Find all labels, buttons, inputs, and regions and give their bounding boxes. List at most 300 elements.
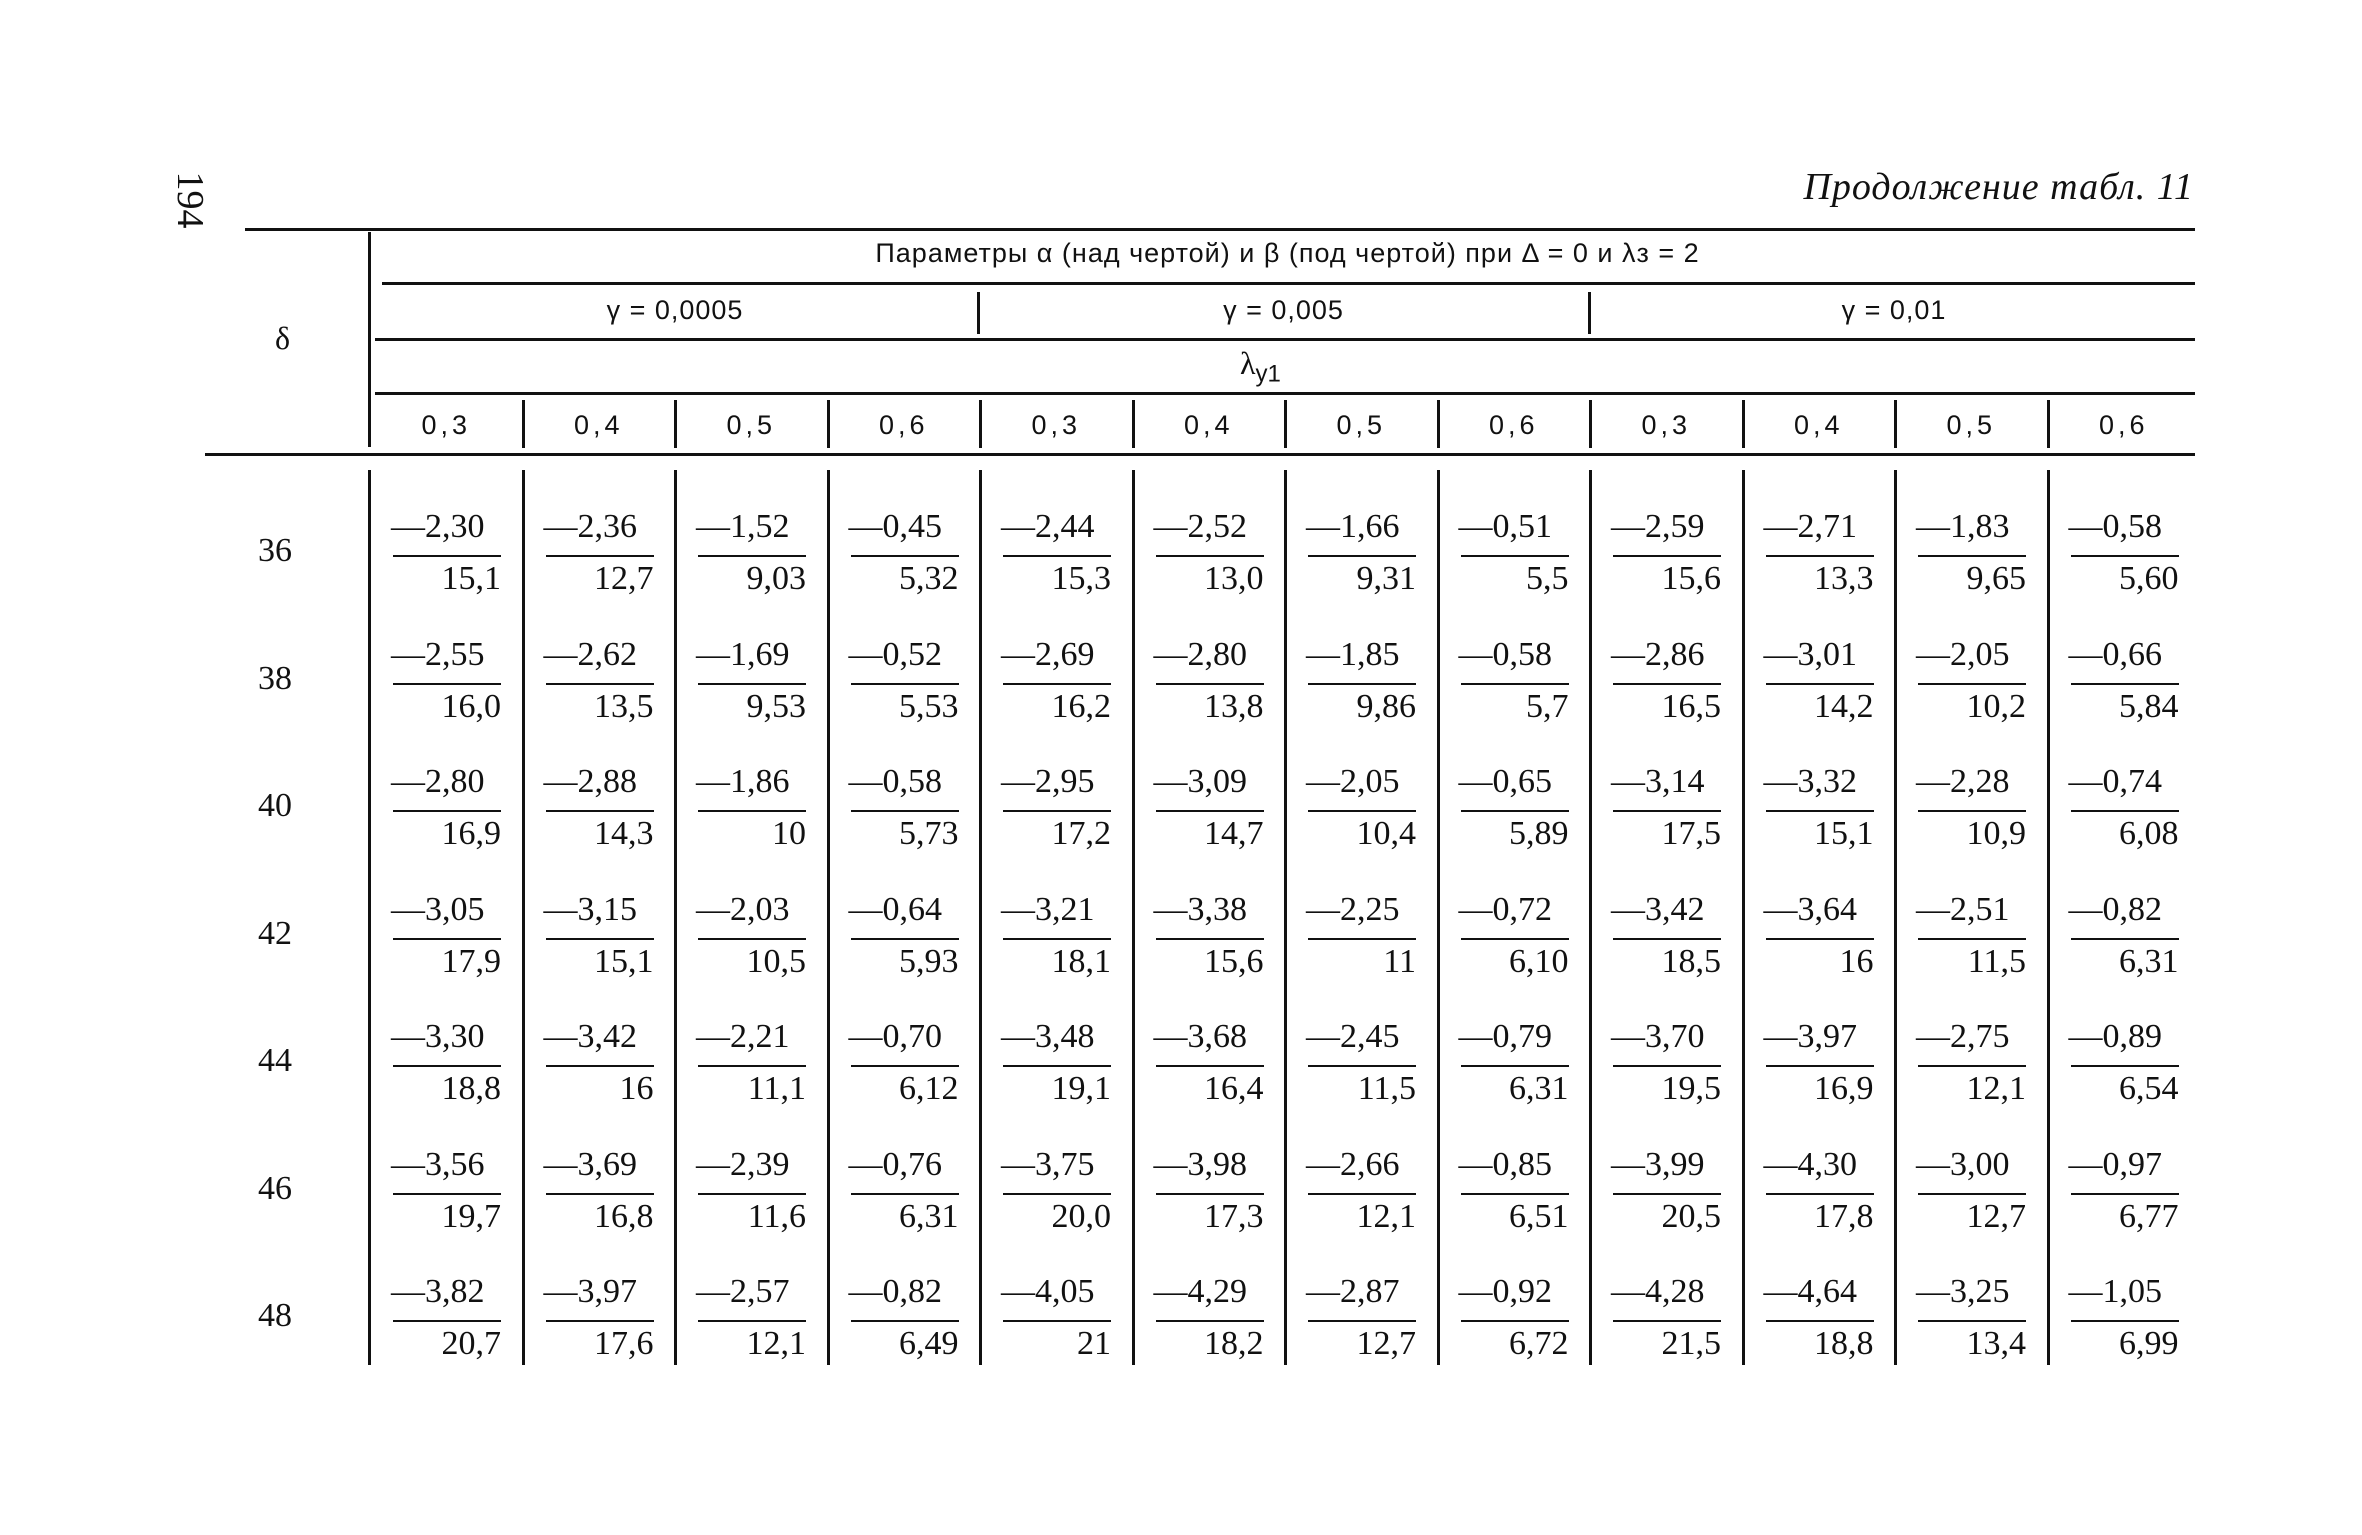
alpha-value: —1,83 (1916, 508, 2010, 545)
alpha-value: —2,59 (1611, 508, 1705, 545)
fraction-bar (851, 1065, 959, 1067)
beta-value: 15,6 (1204, 942, 1264, 980)
alpha-value: —1,66 (1306, 508, 1400, 545)
alpha-value: —2,69 (1001, 635, 1095, 673)
alpha-value: —0,79 (1458, 1018, 1552, 1055)
beta-value: 12,7 (1356, 1325, 1416, 1362)
fraction-bar (1308, 1065, 1416, 1067)
beta-value: 14,2 (1814, 687, 1874, 725)
fraction-bar (698, 810, 806, 812)
column-rule (827, 400, 830, 448)
alpha-value: —1,85 (1306, 635, 1400, 673)
fraction-bar (546, 1320, 654, 1322)
beta-value: 5,53 (899, 687, 959, 725)
row-label-delta: 40 (258, 787, 292, 824)
alpha-value: —2,25 (1306, 890, 1400, 928)
beta-value: 9,65 (1966, 560, 2026, 597)
alpha-value: —1,69 (696, 635, 790, 673)
fraction-cell (1134, 636, 1284, 736)
beta-value: 16,5 (1661, 687, 1721, 725)
beta-value: 6,12 (899, 1070, 959, 1107)
table-top-rule (245, 228, 2195, 231)
alpha-value: —0,58 (1458, 635, 1552, 673)
beta-value: 21,5 (1661, 1325, 1721, 1362)
alpha-value: —0,76 (848, 1145, 942, 1183)
fraction-cell (829, 636, 979, 736)
alpha-value: —2,87 (1306, 1273, 1400, 1310)
beta-value: 6,10 (1509, 942, 1569, 980)
fraction-bar (1461, 683, 1569, 685)
fraction-bar (2071, 938, 2179, 940)
fraction-cell (1896, 763, 2046, 863)
gamma-group-header: γ = 0,005 (1223, 295, 1344, 325)
fraction-bar (1003, 1320, 1111, 1322)
alpha-value: —2,88 (543, 763, 637, 800)
title-rule (382, 282, 2195, 285)
fraction-cell (1744, 636, 1894, 736)
fraction-bar (393, 1320, 501, 1322)
alpha-value: —0,74 (2068, 763, 2162, 800)
beta-value: 10,4 (1356, 815, 1416, 852)
alpha-value: —0,97 (2068, 1145, 2162, 1183)
fraction-cell (676, 1018, 826, 1118)
fraction-cell (1439, 508, 1589, 608)
beta-value: 15,3 (1051, 560, 1111, 597)
fraction-cell (1439, 1273, 1589, 1373)
fraction-bar (1156, 1320, 1264, 1322)
fraction-cell (1744, 1146, 1894, 1246)
alpha-value: —2,36 (543, 508, 637, 545)
alpha-value: —3,97 (543, 1273, 637, 1310)
beta-value: 5,32 (899, 560, 959, 597)
fraction-bar (1308, 938, 1416, 940)
beta-value: 19,5 (1661, 1070, 1721, 1107)
fraction-bar (546, 1065, 654, 1067)
beta-value: 16,9 (441, 815, 501, 852)
beta-value: 20,7 (441, 1325, 501, 1362)
table-caption: Продолжение табл. 11 (1803, 166, 2194, 208)
fraction-cell (829, 1146, 979, 1246)
alpha-value: —0,58 (848, 763, 942, 800)
beta-value: 10 (772, 815, 806, 852)
alpha-value: —2,21 (696, 1018, 790, 1055)
fraction-cell (829, 891, 979, 991)
fraction-cell (524, 763, 674, 863)
alpha-value: —0,82 (848, 1273, 942, 1310)
alpha-value: —3,82 (391, 1273, 485, 1310)
alpha-value: —4,64 (1763, 1273, 1857, 1310)
fraction-bar (1766, 810, 1874, 812)
alpha-value: —3,38 (1153, 890, 1247, 928)
alpha-value: —2,51 (1916, 890, 2010, 928)
fraction-cell (1286, 763, 1436, 863)
fraction-bar (851, 938, 959, 940)
fraction-cell (524, 508, 674, 608)
fraction-cell (2049, 763, 2199, 863)
fraction-cell (676, 891, 826, 991)
fraction-cell (676, 508, 826, 608)
fraction-bar (698, 683, 806, 685)
beta-value: 12,1 (1356, 1197, 1416, 1235)
fraction-bar (546, 810, 654, 812)
beta-value: 11,1 (747, 1070, 806, 1107)
fraction-cell (371, 508, 521, 608)
fraction-cell (1744, 891, 1894, 991)
fraction-cell (1896, 891, 2046, 991)
fraction-bar (851, 1320, 959, 1322)
fraction-cell (1896, 1018, 2046, 1118)
alpha-value: —1,52 (696, 508, 790, 545)
column-header: 0,6 (2098, 410, 2149, 440)
alpha-value: —3,14 (1611, 763, 1705, 800)
beta-value: 16 (619, 1070, 654, 1107)
alpha-value: —2,62 (543, 635, 637, 673)
fraction-cell (1439, 1146, 1589, 1246)
alpha-value: —3,30 (391, 1018, 485, 1055)
alpha-value: —3,09 (1153, 763, 1247, 800)
fraction-cell (371, 636, 521, 736)
alpha-value: —3,64 (1763, 890, 1857, 928)
fraction-bar (698, 555, 806, 557)
alpha-value: —2,44 (1001, 508, 1095, 545)
fraction-cell (981, 1273, 1131, 1373)
alpha-value: —2,80 (391, 763, 485, 800)
alpha-value: —0,66 (2068, 635, 2162, 673)
row-label-delta: 38 (258, 659, 292, 697)
fraction-cell (981, 763, 1131, 863)
alpha-value: —0,52 (848, 635, 942, 673)
fraction-cell (1439, 891, 1589, 991)
alpha-value: —2,71 (1763, 508, 1857, 545)
beta-value: 6,51 (1509, 1197, 1569, 1235)
fraction-cell (1286, 1273, 1436, 1373)
alpha-value: —1,86 (696, 763, 790, 800)
fraction-bar (1766, 1193, 1874, 1195)
fraction-bar (698, 1320, 806, 1322)
alpha-value: —0,72 (1458, 890, 1552, 928)
beta-value: 9,86 (1356, 687, 1416, 725)
fraction-cell (1134, 1146, 1284, 1246)
fraction-cell (371, 1018, 521, 1118)
fraction-cell (1896, 1273, 2046, 1373)
column-header: 0,3 (421, 410, 472, 440)
fraction-bar (2071, 1065, 2179, 1067)
beta-value: 17,9 (441, 942, 501, 980)
fraction-cell (1896, 636, 2046, 736)
beta-value: 6,99 (2119, 1325, 2179, 1362)
fraction-bar (698, 1193, 806, 1195)
fraction-bar (1461, 1320, 1569, 1322)
fraction-cell (524, 1018, 674, 1118)
fraction-cell (981, 891, 1131, 991)
beta-value: 5,73 (899, 815, 959, 852)
fraction-cell (1896, 508, 2046, 608)
fraction-cell (1439, 636, 1589, 736)
alpha-value: —2,05 (1306, 763, 1400, 800)
alpha-value: —0,64 (848, 890, 942, 928)
fraction-cell (1591, 891, 1741, 991)
beta-value: 15,6 (1661, 560, 1721, 597)
fraction-cell (1744, 508, 1894, 608)
fraction-cell (829, 1273, 979, 1373)
alpha-value: —3,70 (1611, 1018, 1705, 1055)
fraction-cell (2049, 891, 2199, 991)
beta-value: 11,5 (1967, 942, 2026, 980)
fraction-bar (1613, 1320, 1721, 1322)
fraction-bar (1918, 1065, 2026, 1067)
beta-value: 11,5 (1357, 1070, 1416, 1107)
fraction-cell (1591, 508, 1741, 608)
gamma-rule (375, 338, 2195, 341)
beta-value: 20,5 (1661, 1197, 1721, 1235)
alpha-value: —1,05 (2068, 1273, 2162, 1310)
fraction-cell (981, 1018, 1131, 1118)
alpha-value: —3,68 (1153, 1018, 1247, 1055)
beta-value: 14,7 (1204, 815, 1264, 852)
fraction-cell (1591, 1273, 1741, 1373)
column-header: 0,6 (1488, 410, 1539, 440)
column-rule (1437, 400, 1440, 448)
fraction-cell (1134, 763, 1284, 863)
alpha-value: —0,65 (1458, 763, 1552, 800)
beta-value: 13,3 (1814, 560, 1874, 597)
fraction-cell (1286, 636, 1436, 736)
alpha-value: —2,52 (1153, 508, 1247, 545)
beta-value: 6,31 (2119, 942, 2179, 980)
alpha-value: —2,28 (1916, 763, 2010, 800)
fraction-bar (546, 555, 654, 557)
beta-value: 16,2 (1051, 687, 1111, 725)
beta-value: 13,4 (1966, 1325, 2026, 1362)
stub-header: δ (274, 320, 291, 356)
fraction-cell (1134, 1273, 1284, 1373)
fraction-bar (393, 1065, 501, 1067)
column-header: 0,4 (573, 410, 624, 440)
fraction-bar (851, 1193, 959, 1195)
alpha-value: —2,05 (1916, 635, 2010, 673)
beta-value: 17,6 (594, 1325, 654, 1362)
beta-value: 5,7 (1526, 687, 1569, 725)
beta-value: 16,8 (594, 1197, 654, 1235)
gamma-group-header: γ = 0,01 (1841, 295, 1947, 325)
fraction-bar (698, 1065, 806, 1067)
alpha-value: —3,69 (543, 1145, 637, 1183)
fraction-bar (1613, 1065, 1721, 1067)
fraction-cell (676, 763, 826, 863)
column-rule (2047, 400, 2050, 448)
fraction-bar (1156, 555, 1264, 557)
fraction-cell (524, 1273, 674, 1373)
alpha-value: —3,01 (1763, 635, 1857, 673)
lambda-header: $\lambda_{y1}$ (1240, 345, 1281, 388)
beta-value: 6,77 (2119, 1197, 2179, 1235)
alpha-value: —4,30 (1763, 1145, 1857, 1183)
alpha-value: —0,58 (2068, 508, 2162, 545)
fraction-cell (1744, 1018, 1894, 1118)
fraction-bar (393, 810, 501, 812)
fraction-bar (1308, 810, 1416, 812)
beta-value: 16,9 (1814, 1070, 1874, 1107)
alpha-value: —4,05 (1001, 1273, 1095, 1310)
alpha-value: —3,15 (543, 890, 637, 928)
column-rule (674, 400, 677, 448)
beta-value: 12,1 (1966, 1070, 2026, 1107)
column-header: 0,5 (726, 410, 777, 440)
beta-value: 18,8 (441, 1070, 501, 1107)
fraction-bar (1308, 683, 1416, 685)
column-rule (522, 400, 525, 448)
alpha-value: —2,95 (1001, 763, 1095, 800)
row-label-delta: 46 (258, 1169, 292, 1207)
beta-value: 18,5 (1661, 942, 1721, 980)
fraction-bar (1613, 1193, 1721, 1195)
fraction-bar (1003, 1193, 1111, 1195)
fraction-cell (1591, 1018, 1741, 1118)
fraction-bar (1156, 810, 1264, 812)
fraction-cell (1439, 763, 1589, 863)
beta-value: 12,7 (1966, 1197, 2026, 1235)
fraction-cell (829, 763, 979, 863)
column-rule (1589, 400, 1592, 448)
fraction-bar (1766, 683, 1874, 685)
fraction-bar (1461, 555, 1569, 557)
fraction-bar (546, 938, 654, 940)
fraction-bar (1766, 1065, 1874, 1067)
fraction-bar (1461, 810, 1569, 812)
fraction-cell (371, 1146, 521, 1246)
beta-value: 17,8 (1814, 1197, 1874, 1235)
alpha-value: —4,29 (1153, 1273, 1247, 1310)
alpha-value: —0,82 (2068, 890, 2162, 928)
fraction-bar (1003, 683, 1111, 685)
fraction-bar (1003, 810, 1111, 812)
fraction-cell (1134, 1018, 1284, 1118)
header-bottom-rule (205, 453, 2195, 456)
beta-value: 18,1 (1051, 942, 1111, 980)
beta-value: 13,5 (594, 687, 654, 725)
beta-value: 12,7 (594, 560, 654, 597)
fraction-bar (851, 810, 959, 812)
beta-value: 17,3 (1204, 1197, 1264, 1235)
alpha-value: —3,56 (391, 1145, 485, 1183)
alpha-value: —3,42 (543, 1018, 637, 1055)
beta-value: 14,3 (594, 815, 654, 852)
beta-value: 10,9 (1966, 815, 2026, 852)
fraction-bar (851, 555, 959, 557)
column-rule (1132, 400, 1135, 448)
alpha-value: —3,25 (1916, 1273, 2010, 1310)
alpha-value: —0,70 (848, 1018, 942, 1055)
beta-value: 5,60 (2119, 560, 2179, 597)
fraction-cell (2049, 1018, 2199, 1118)
alpha-value: —2,30 (391, 508, 485, 545)
fraction-cell (1591, 1146, 1741, 1246)
alpha-value: —3,98 (1153, 1145, 1247, 1183)
fraction-bar (1613, 555, 1721, 557)
alpha-value: —2,75 (1916, 1018, 2010, 1055)
beta-value: 6,08 (2119, 815, 2179, 852)
fraction-cell (2049, 508, 2199, 608)
beta-value: 13,0 (1204, 560, 1264, 597)
beta-value: 10,2 (1966, 687, 2026, 725)
alpha-value: —3,05 (391, 890, 485, 928)
alpha-value: —0,45 (848, 508, 942, 545)
beta-value: 16,0 (441, 687, 501, 725)
beta-value: 6,54 (2119, 1070, 2179, 1107)
fraction-bar (1461, 1065, 1569, 1067)
beta-value: 15,1 (441, 560, 501, 597)
fraction-bar (393, 938, 501, 940)
fraction-cell (1896, 1146, 2046, 1246)
beta-value: 15,1 (594, 942, 654, 980)
fraction-bar (1613, 810, 1721, 812)
fraction-cell (2049, 1273, 2199, 1373)
gamma-separator (1588, 292, 1591, 334)
beta-value: 11,6 (747, 1197, 806, 1235)
fraction-cell (371, 891, 521, 991)
alpha-value: —2,55 (391, 635, 485, 673)
column-header: 0,4 (1183, 410, 1234, 440)
fraction-bar (546, 1193, 654, 1195)
column-header: 0,6 (878, 410, 929, 440)
fraction-bar (393, 555, 501, 557)
fraction-bar (1918, 1193, 2026, 1195)
fraction-cell (524, 636, 674, 736)
fraction-cell (981, 636, 1131, 736)
gamma-separator (977, 292, 980, 334)
fraction-cell (676, 1273, 826, 1373)
fraction-bar (546, 683, 654, 685)
fraction-cell (981, 508, 1131, 608)
fraction-cell (1286, 891, 1436, 991)
alpha-value: —3,75 (1001, 1145, 1095, 1183)
fraction-bar (1766, 555, 1874, 557)
beta-value: 19,7 (441, 1197, 501, 1235)
fraction-bar (1918, 1320, 2026, 1322)
fraction-cell (524, 891, 674, 991)
column-header: 0,5 (1946, 410, 1997, 440)
alpha-value: —0,51 (1458, 508, 1552, 545)
beta-value: 10,5 (746, 942, 806, 980)
fraction-cell (1286, 1018, 1436, 1118)
fraction-cell (676, 636, 826, 736)
fraction-bar (1003, 1065, 1111, 1067)
beta-value: 6,72 (1509, 1325, 1569, 1362)
fraction-cell (1134, 508, 1284, 608)
alpha-value: —3,32 (1763, 763, 1857, 800)
fraction-bar (1003, 938, 1111, 940)
fraction-cell (1134, 891, 1284, 991)
beta-value: 5,93 (899, 942, 959, 980)
gamma-group-header: γ = 0,0005 (606, 295, 744, 325)
fraction-cell (1286, 508, 1436, 608)
alpha-value: —4,28 (1611, 1273, 1705, 1310)
alpha-value: —2,03 (696, 890, 790, 928)
fraction-bar (1613, 683, 1721, 685)
fraction-bar (698, 938, 806, 940)
row-label-delta: 42 (258, 914, 292, 952)
column-header: 0,3 (1641, 410, 1692, 440)
alpha-value: —2,80 (1153, 635, 1247, 673)
beta-value: 11 (1383, 942, 1416, 980)
beta-value: 15,1 (1814, 815, 1874, 852)
column-rule (1284, 400, 1287, 448)
fraction-cell (1591, 636, 1741, 736)
beta-value: 6,31 (899, 1197, 959, 1235)
fraction-bar (1918, 683, 2026, 685)
beta-value: 16,4 (1204, 1070, 1264, 1107)
fraction-bar (2071, 810, 2179, 812)
